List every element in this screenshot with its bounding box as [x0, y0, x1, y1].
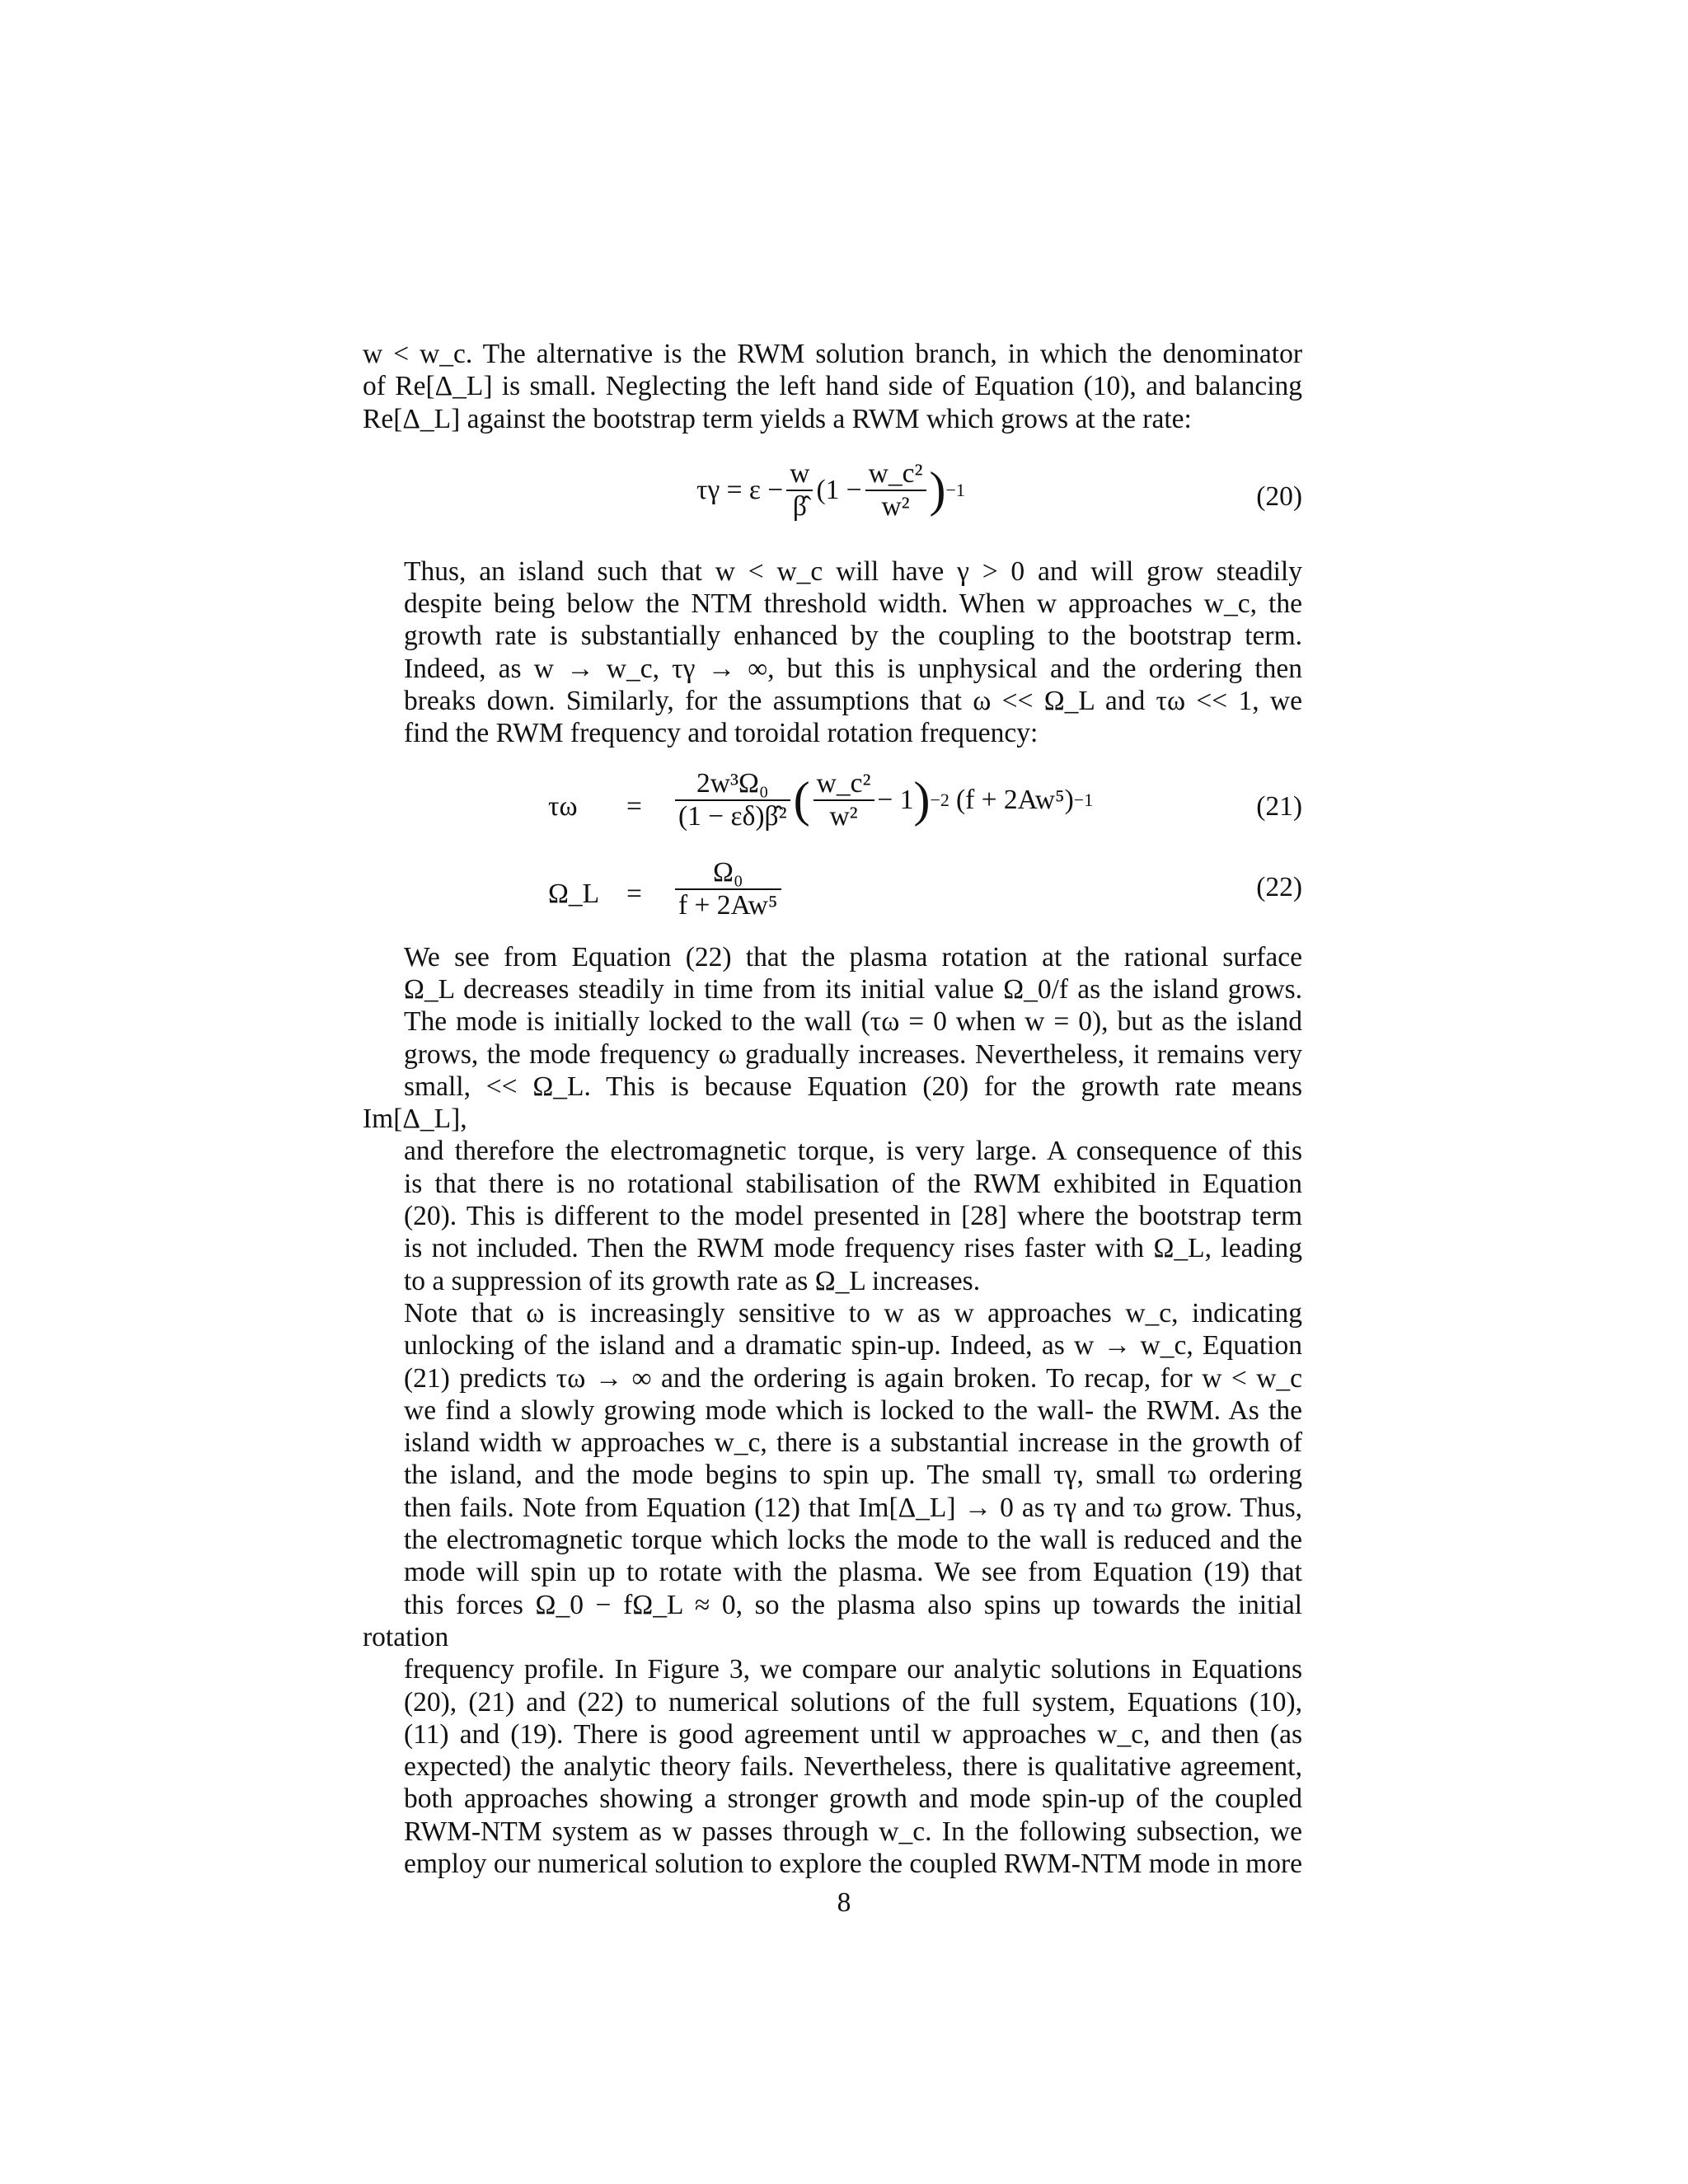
- equation-20: [363, 452, 1302, 542]
- text-line: employ our numerical solution to explore the coupled RWM-NTM mode in more: [404, 1848, 1302, 1879]
- text-line: grows, the mode frequency ω gradually increases. Nevertheless, it remains very: [404, 1038, 1302, 1070]
- eq21-tail: (f + 2Aw⁵): [955, 784, 1074, 815]
- eq21-inner-num: w_c²: [816, 767, 871, 799]
- eq20-frac-den: β̂: [792, 490, 807, 522]
- text-line: find the RWM frequency and toroidal rotation frequency:: [404, 718, 1039, 749]
- paragraph-4: [363, 1297, 1302, 1880]
- paragraph-1: [363, 338, 1302, 435]
- text-line: Indeed, as w → w_c, τγ → ∞, but this is unphysical and the ordering then: [404, 653, 1302, 684]
- text-line: island width w approaches w_c, there is a substantial increase in the growth of: [404, 1427, 1302, 1459]
- text-line: despite being below the NTM threshold width. When w approaches w_c, the: [404, 588, 1302, 620]
- paragraph-2: [363, 555, 1302, 750]
- text-line: unlocking of the island and a dramatic spin-up. Indeed, as w → w_c, Equation: [404, 1330, 1302, 1361]
- eq20-inner-num: w_c²: [868, 457, 923, 489]
- eq22-lhs: Ω_L: [548, 878, 600, 909]
- text-line: this forces Ω_0 − fΩ_L ≈ 0, so the plasma also spins up towards the initial rotation: [363, 1589, 1302, 1652]
- text-line: Re[Δ_L] against the bootstrap term yields a RWM which grows at the rate:: [363, 403, 1192, 434]
- text-line: mode will spin up to rotate with the plasma. We see from Equation (19) that: [404, 1557, 1302, 1588]
- paragraph-3: [363, 941, 1302, 1297]
- eq20-paren-close: ): [929, 462, 946, 518]
- eq21-fraction: [675, 768, 790, 832]
- eq20-lhs: τγ = ε −: [696, 474, 784, 505]
- text-line: then fails. Note from Equation (12) that Im[Δ_L] → 0 as τγ and τω grow. Thus,: [404, 1492, 1302, 1523]
- text-line: frequency profile. In Figure 3, we compare our analytic solutions in Equations: [404, 1654, 1302, 1685]
- text-line: to a suppression of its growth rate as Ω_L increases.: [404, 1265, 981, 1296]
- eq21-rel: =: [626, 790, 642, 822]
- text-line: expected) the analytic theory fails. Nevertheless, there is qualitative agreement,: [404, 1751, 1302, 1783]
- eq20-inner-den: w²: [881, 490, 910, 522]
- text-line: we find a slowly growing mode which is locked to the wall- the RWM. As the: [404, 1394, 1302, 1426]
- text-line: is that there is no rotational stabilisation of the RWM exhibited in Equation: [404, 1168, 1302, 1199]
- eq20-power: −1: [945, 479, 965, 500]
- eq20-frac-num: w: [790, 457, 810, 489]
- eq22-fraction: [675, 857, 781, 921]
- text-line: Ω_L decreases steadily in time from its initial value Ω_0/f as the island grows.: [404, 973, 1302, 1005]
- text-line: (20). This is different to the model presented in [28] where the bootstrap term: [404, 1201, 1302, 1232]
- equation-number: (21): [1256, 790, 1302, 822]
- text-line: Thus, an island such that w < w_c will have γ > 0 and will grow steadily: [404, 555, 1302, 587]
- eq21-lhs: τω: [548, 790, 578, 822]
- eq21-tail-power: −1: [1073, 789, 1094, 810]
- page-body: [363, 338, 1302, 1880]
- eq22-rel: =: [626, 878, 642, 909]
- eq21-power: −2: [930, 789, 950, 810]
- text-line: Note that ω is increasingly sensitive to w as w approaches w_c, indicating: [404, 1297, 1302, 1329]
- text-line: of Re[Δ_L] is small. Neglecting the left hand side of Equation (10), and balancing: [363, 371, 1302, 402]
- text-line: (21) predicts τω → ∞ and the ordering is again broken. To recap, for w < w_c: [404, 1362, 1302, 1394]
- text-line: (11) and (19). There is good agreement until w approaches w_c, and then (as: [404, 1718, 1302, 1750]
- text-line: the electromagnetic torque which locks the mode to the wall is reduced and the: [404, 1525, 1302, 1556]
- eq20-fraction: [786, 458, 813, 523]
- equation-number: (22): [1256, 871, 1302, 902]
- text-line: The mode is initially locked to the wall (τω = 0 when w = 0), but as the island: [404, 1006, 1302, 1038]
- text-line: is not included. Then the RWM mode frequency rises faster with Ω_L, leading: [404, 1233, 1302, 1264]
- page-number: 8: [837, 1887, 851, 1918]
- eq21-num: 2w³Ω₀: [696, 767, 769, 799]
- eq21-den: (1 − εδ)β̂²: [678, 800, 787, 832]
- text-line: (20), (21) and (22) to numerical solutions of the full system, Equations (10),: [404, 1686, 1302, 1718]
- equation-21: τω = $\frac{\text{2w³Ω₀}}{\text{(1 − εδ)β̂²}}$ ( $\frac{\text{w\_c²}}{\text{w²}}$ − 1 ) −2 (f + 2Aw⁵) −1 (21): [548, 767, 1302, 832]
- equation-number: (20): [1256, 480, 1302, 512]
- text-line: both approaches showing a stronger growth and mode spin-up of the coupled: [404, 1783, 1302, 1815]
- eq20-paren-open: (1 −: [816, 474, 862, 505]
- eq21-minus-one: − 1: [877, 784, 914, 815]
- eq21-inner-fraction: [814, 768, 874, 832]
- text-line: RWM-NTM system as w passes through w_c. In the following subsection, we: [404, 1816, 1302, 1847]
- eq22-num: Ω₀: [712, 856, 743, 888]
- text-line: breaks down. Similarly, for the assumptions that ω << Ω_L and τω << 1, we: [404, 686, 1302, 717]
- text-line: growth rate is substantially enhanced by the coupling to the bootstrap term.: [404, 621, 1302, 652]
- text-line: We see from Equation (22) that the plasma rotation at the rational surface: [404, 941, 1302, 972]
- eq22-den: f + 2Aw⁵: [678, 889, 778, 921]
- text-line: w < w_c. The alternative is the RWM solution branch, in which the denominator: [363, 339, 1302, 369]
- eq20-inner-fraction: [865, 458, 926, 523]
- text-line: the island, and the mode begins to spin up. The small τγ, small τω ordering: [404, 1460, 1302, 1491]
- equation-22: [363, 857, 1302, 931]
- text-line: small, << Ω_L. This is because Equation (20) for the growth rate means Im[Δ_L],: [363, 1071, 1302, 1135]
- text-line: and therefore the electromagnetic torque, is very large. A consequence of this: [404, 1136, 1302, 1167]
- eq21-inner-den: w²: [829, 800, 858, 832]
